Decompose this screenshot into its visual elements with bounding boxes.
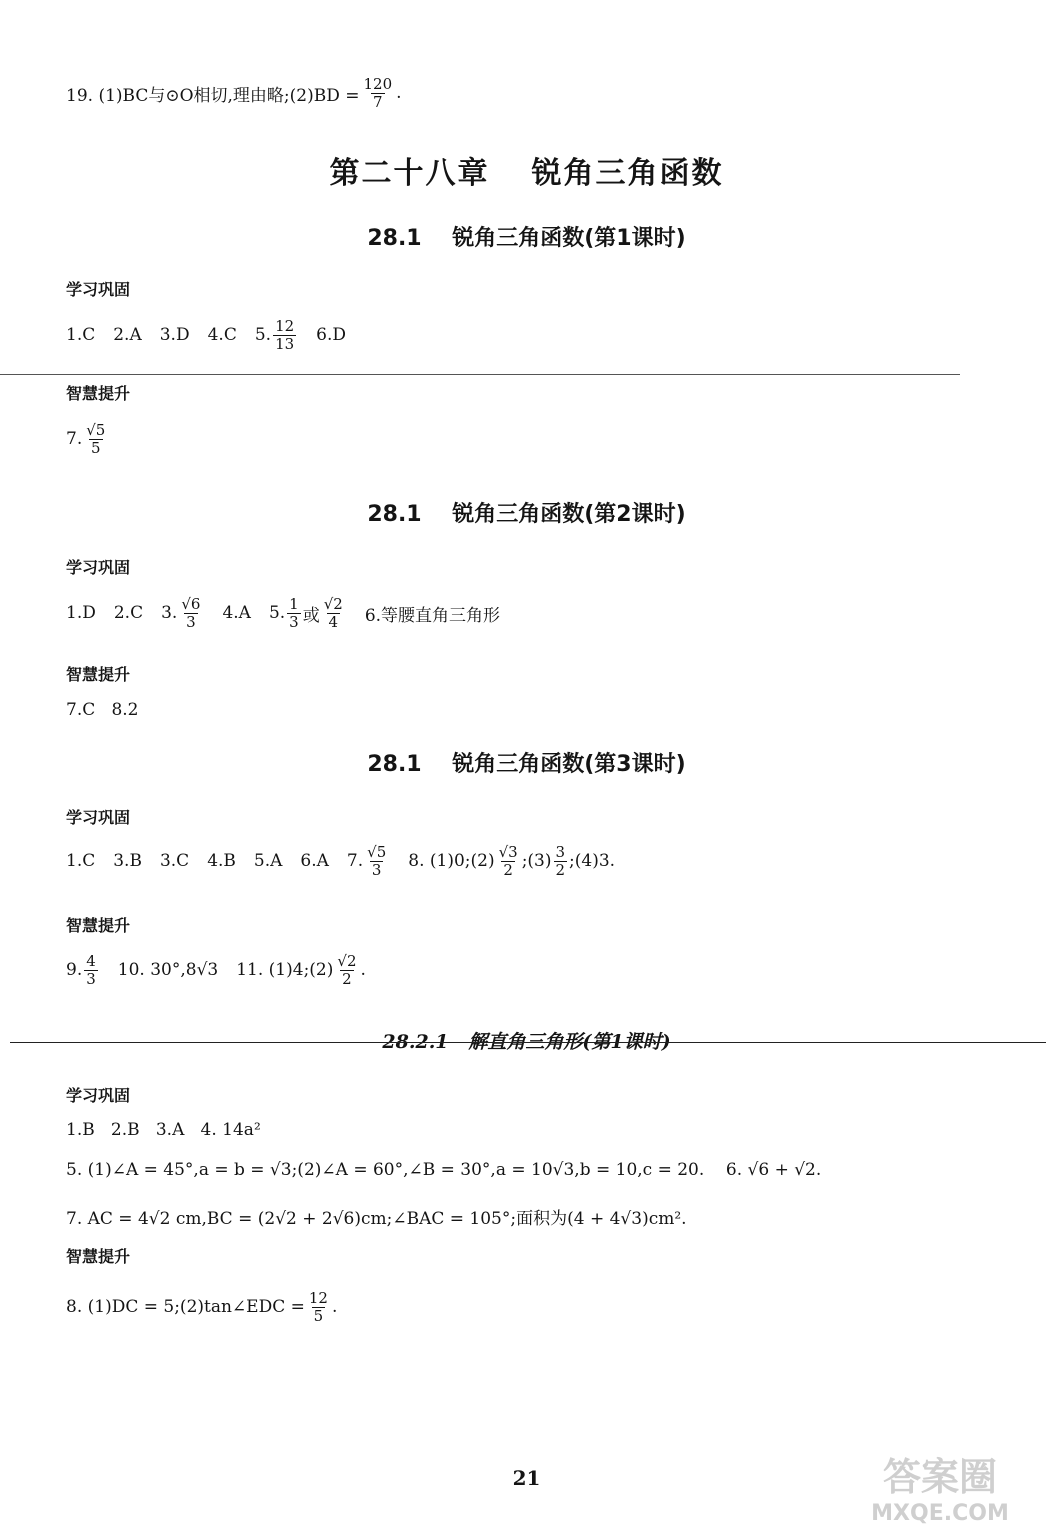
answer-line: 1.B 2.B 3.A 4. 14a²: [66, 1120, 261, 1140]
section-label: 智慧提升: [66, 665, 131, 684]
chapter-title: 第二十八章 锐角三角函数: [329, 156, 724, 191]
fraction: $\frac{12}{13}$: [275, 317, 295, 353]
divider: [10, 1042, 1046, 1043]
section-label: 智慧提升: [66, 916, 131, 935]
section-label: 智慧提升: [66, 384, 131, 403]
section-label: 学习巩固: [66, 1086, 131, 1105]
section-label: 学习巩固: [66, 808, 131, 827]
answer-line-19: 19. (1)BC与⊙O相切,理由略;(2)BD = $\frac{120}{7}$ .: [66, 75, 402, 111]
watermark-logo: [845, 1448, 1035, 1528]
watermark-url: MXQE.COM: [871, 1501, 1009, 1526]
fraction: $\frac{√5}{5}$: [86, 421, 106, 457]
section-heading-4: 28.2.1 解直角三角形(第1课时): [382, 1031, 671, 1053]
section-heading-2: 28.1 锐角三角函数(第2课时): [367, 502, 686, 527]
fraction: $\frac{√2}{2}$: [337, 952, 357, 988]
answer-line: 1.D 2.C 3. $\frac{√6}{3}$ 4.A 5. $\frac{1}{3}$ 或 $\frac{√2}{4}$ 6.等腰直角三角形: [66, 595, 501, 631]
fraction: $\frac{1}{3}$: [289, 595, 299, 631]
fraction: $\frac{√3}{2}$: [498, 843, 518, 879]
section-label: 学习巩固: [66, 280, 131, 299]
section-heading-3: 28.1 锐角三角函数(第3课时): [367, 752, 686, 777]
answer-line: 1.C 3.B 3.C 4.B 5.A 6.A 7. $\frac{√5}{3}$ 8. (1)0;(2) $\frac{√3}{2}$ ;(3) $\frac{3}{2}$ ;(4)3.: [66, 843, 616, 879]
answer-line: 7. $\frac{√5}{5}$: [66, 421, 106, 457]
answer-line: 7. AC = 4√2 cm,BC = (2√2 + 2√6)cm;∠BAC = 105°;面积为(4 + 4√3)cm².: [66, 1209, 687, 1229]
fraction: $\frac{√6}{3}$: [181, 595, 201, 631]
fraction: $\frac{√5}{3}$: [367, 843, 387, 879]
answer-line: 5. (1)∠A = 45°,a = b = √3;(2)∠A = 60°,∠B = 30°,a = 10√3,b = 10,c = 20. 6. √6 + √2.: [66, 1160, 822, 1180]
page-number: 21: [512, 1466, 541, 1490]
fraction: $\frac{120}{7}$: [363, 75, 393, 111]
fraction: $\frac{3}{2}$: [555, 843, 566, 879]
watermark-text: 答案圈: [882, 1455, 998, 1499]
section-label: 学习巩固: [66, 558, 131, 577]
answer-line: 9. $\frac{4}{3}$ 10. 30°,8√3 11. (1)4;(2) $\frac{√2}{2}$ .: [66, 952, 366, 988]
fraction: $\frac{4}{3}$: [86, 952, 96, 988]
answer-line: 1.C 2.A 3.D 4.C 5. $\frac{12}{13}$ 6.D: [66, 317, 347, 353]
fraction: $\frac{√2}{4}$: [323, 595, 343, 631]
answer-line: 8. (1)DC = 5;(2)tan∠EDC = $\frac{12}{5}$ .: [66, 1289, 338, 1325]
divider: [0, 374, 960, 375]
section-label: 智慧提升: [66, 1247, 131, 1266]
section-heading-1: 28.1 锐角三角函数(第1课时): [367, 226, 686, 251]
fraction: $\frac{12}{5}$: [308, 1289, 328, 1325]
answer-text: 19. (1)BC与⊙O相切,理由略;(2)BD =: [66, 85, 360, 106]
answer-line: 7.C 8.2: [66, 700, 139, 720]
